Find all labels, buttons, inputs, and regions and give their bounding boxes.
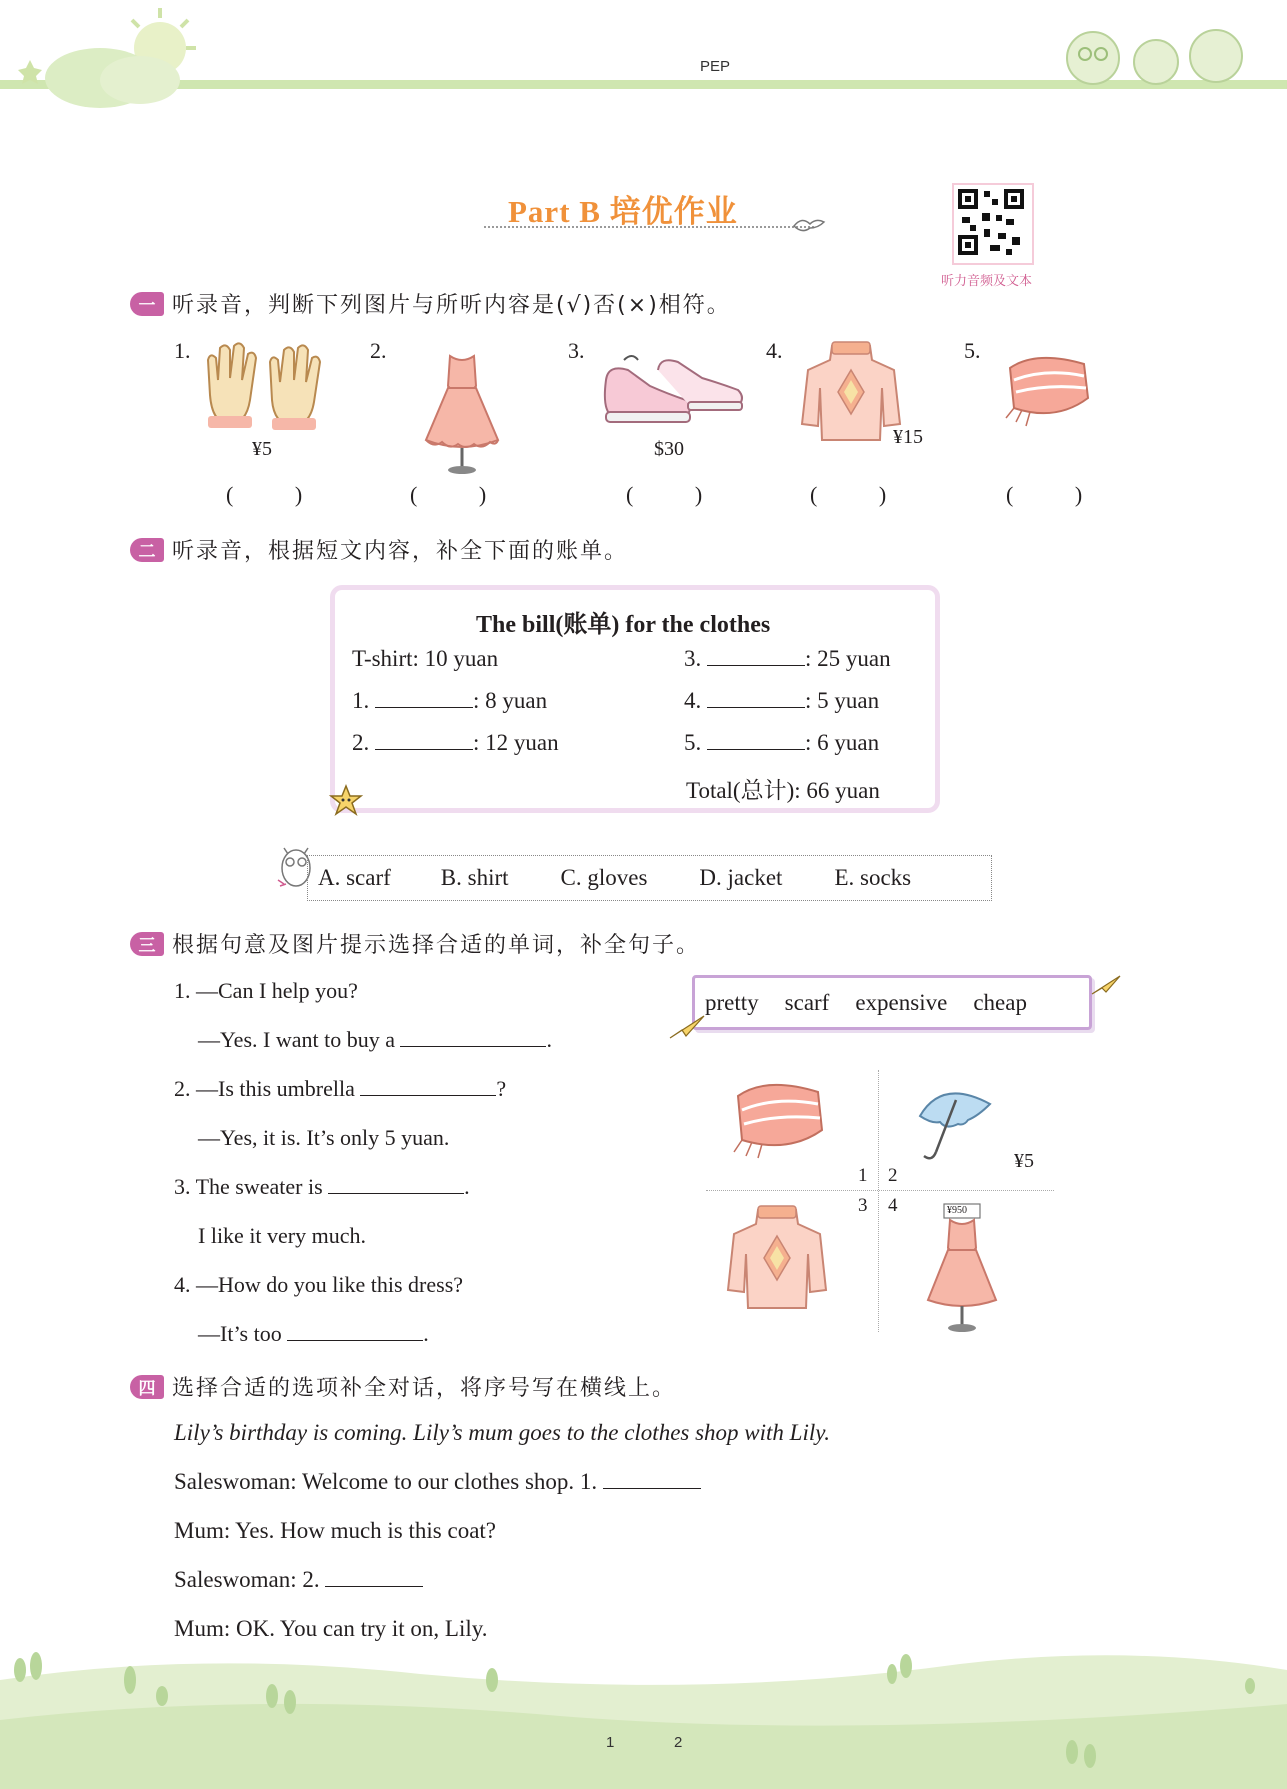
bill-blank-1[interactable] <box>375 689 473 708</box>
item-4-number: 4. <box>766 338 783 363</box>
q2-prefix: 2. —Is this umbrella <box>174 1076 355 1101</box>
qr-code[interactable] <box>952 183 1034 265</box>
bill-blank-4[interactable] <box>707 689 805 708</box>
grid-horizontal-divider <box>706 1190 1054 1191</box>
item-1-number: 1. <box>174 338 191 363</box>
item-4-answer[interactable]: ( ) <box>810 482 915 507</box>
option-a: A. scarf <box>318 865 391 890</box>
word-cheap: cheap <box>973 989 1027 1015</box>
bill-line-2-value: : 12 yuan <box>473 730 559 755</box>
item-2-number: 2. <box>370 338 387 363</box>
title-underline <box>484 226 814 228</box>
bill-line-3-value: : 25 yuan <box>805 646 891 671</box>
bill-total: Total(总计): 66 yuan <box>686 778 880 803</box>
paper-plane-icon <box>668 1012 708 1042</box>
section-3-heading <box>130 928 700 959</box>
q2-answer: —Yes, it is. It’s only 5 yuan. <box>198 1125 450 1150</box>
item-1-price: ¥5 <box>252 438 272 460</box>
bill-line-4-value: : 5 yuan <box>805 688 880 713</box>
bird-icon <box>792 214 826 236</box>
dialog-blank-2[interactable] <box>325 1568 423 1587</box>
section-1-text: 听录音，判断下列图片与所听内容是(√)否(×)相符。 <box>172 293 731 318</box>
bill-tshirt: T-shirt: 10 yuan <box>352 646 499 671</box>
q3-blank[interactable] <box>328 1175 464 1194</box>
section-3-badge: 三 <box>130 932 164 956</box>
dialog-line-4: Mum: OK. You can try it on, Lily. <box>174 1616 488 1641</box>
word-bank <box>692 975 1092 1030</box>
item-5-number: 5. <box>964 338 981 363</box>
dialog-line-1 <box>174 1469 701 1495</box>
q3-prefix: 3. The sweater is <box>174 1174 323 1199</box>
q1-answer-line <box>198 1027 552 1053</box>
q1-question: 1. —Can I help you? <box>174 978 358 1003</box>
scarf-icon <box>996 346 1096 434</box>
section-2-badge: 二 <box>130 538 164 562</box>
q3-line <box>174 1174 470 1200</box>
dialog-line-2: Mum: Yes. How much is this coat? <box>174 1518 496 1543</box>
grid-scarf-icon <box>722 1072 832 1172</box>
option-e: E. socks <box>834 865 912 890</box>
bill-line-1-value: : 8 yuan <box>473 688 548 713</box>
dialog-line-3 <box>174 1567 423 1593</box>
grid-vertical-divider <box>878 1070 879 1332</box>
q4-blank[interactable] <box>287 1322 423 1341</box>
qr-code-icon <box>954 185 1028 259</box>
q4-question: 4. —How do you like this dress? <box>174 1272 464 1297</box>
dialog-line-3-text: Saleswoman: 2. <box>174 1567 320 1592</box>
dress-price-tag: ¥950 <box>947 1205 967 1216</box>
section-1-badge: 一 <box>130 292 164 316</box>
section-2-text: 听录音，根据短文内容，补全下面的账单。 <box>172 539 629 564</box>
gloves-icon <box>200 340 335 435</box>
bill-line-5 <box>684 730 879 756</box>
bill-line-5-value: : 6 yuan <box>805 730 880 755</box>
footer-page-right: 2 <box>674 1734 683 1751</box>
section-4-badge: 四 <box>130 1375 164 1399</box>
word-expensive: expensive <box>855 989 948 1015</box>
section-2-heading <box>130 534 628 565</box>
item-1-answer[interactable]: ( ) <box>226 482 331 507</box>
item-3-answer[interactable]: ( ) <box>626 482 731 507</box>
option-d: D. jacket <box>699 865 783 890</box>
footer-hills <box>0 1640 1287 1789</box>
bill-line-3 <box>684 646 891 672</box>
grid-label-3: 3 <box>858 1195 868 1216</box>
section-4-text: 选择合适的选项补全对话，将序号写在横线上。 <box>172 1376 677 1401</box>
bill-line-3-number: 3. <box>684 646 702 671</box>
option-b: B. shirt <box>440 865 509 890</box>
q3-second-line: I like it very much. <box>198 1223 367 1248</box>
animal-faces-decoration <box>1058 20 1258 90</box>
cloud-sun-decoration <box>0 0 220 110</box>
q2-suffix: ? <box>496 1076 507 1101</box>
section-3-text: 根据句意及图片提示选择合适的单词，补全句子。 <box>172 933 701 958</box>
q4-answer-line <box>198 1321 429 1347</box>
grid-label-4: 4 <box>888 1195 898 1216</box>
bill-line-5-number: 5. <box>684 730 702 755</box>
q1-blank[interactable] <box>400 1028 546 1047</box>
star-mascot-icon <box>328 784 364 818</box>
grid-label-1: 1 <box>858 1165 868 1186</box>
sweater-icon <box>796 340 906 448</box>
item-5-answer[interactable]: ( ) <box>1006 482 1111 507</box>
bill-blank-5[interactable] <box>707 731 805 750</box>
q2-blank[interactable] <box>360 1077 496 1096</box>
dress-icon <box>412 350 512 478</box>
bill-line-2-number: 2. <box>352 730 370 755</box>
header-label: PEP <box>700 58 731 75</box>
grid-dress-icon <box>912 1200 1012 1336</box>
bill-line-1 <box>352 688 547 714</box>
section-4-heading <box>130 1371 676 1402</box>
bill-blank-2[interactable] <box>375 731 473 750</box>
bill-line-1-number: 1. <box>352 688 370 713</box>
q3-suffix: . <box>464 1174 470 1199</box>
dialog-line-1-text: Saleswoman: Welcome to our clothes shop. 1. <box>174 1469 598 1494</box>
q2-question-line <box>174 1076 506 1102</box>
item-2-answer[interactable]: ( ) <box>410 482 515 507</box>
word-pretty: pretty <box>705 989 759 1015</box>
bill-title: The bill(账单) for the clothes <box>476 612 771 638</box>
umbrella-icon <box>906 1078 1006 1178</box>
item-4-price: ¥15 <box>893 426 923 448</box>
bill-blank-3[interactable] <box>707 647 805 666</box>
sneakers-icon <box>598 350 750 438</box>
footer-page-left: 1 <box>606 1734 615 1751</box>
paper-plane-small-icon <box>1090 974 1124 998</box>
section-1-heading <box>130 288 731 319</box>
grid-label-2: 2 <box>888 1165 898 1186</box>
q1-answer-prefix: —Yes. I want to buy a <box>198 1027 395 1052</box>
bill-line-2 <box>352 730 559 756</box>
qr-caption: 听力音频及文本 <box>941 274 1033 289</box>
grid-sweater-icon <box>722 1204 832 1316</box>
page-title: Part B 培优作业 <box>508 194 738 229</box>
q1-answer-suffix: . <box>546 1027 552 1052</box>
dialog-blank-1[interactable] <box>603 1470 701 1489</box>
q4-prefix: —It’s too <box>198 1321 282 1346</box>
option-c: C. gloves <box>560 865 648 890</box>
bill-line-4-number: 4. <box>684 688 702 713</box>
dialog-intro: Lily’s birthday is coming. Lily’s mum goes to the clothes shop with Lily. <box>174 1420 830 1445</box>
item-3-price: $30 <box>654 438 684 460</box>
umbrella-price: ¥5 <box>1014 1150 1034 1172</box>
bill-line-4 <box>684 688 879 714</box>
word-scarf: scarf <box>784 989 830 1015</box>
q4-suffix: . <box>423 1321 429 1346</box>
item-3-number: 3. <box>568 338 585 363</box>
options-box <box>307 855 992 901</box>
